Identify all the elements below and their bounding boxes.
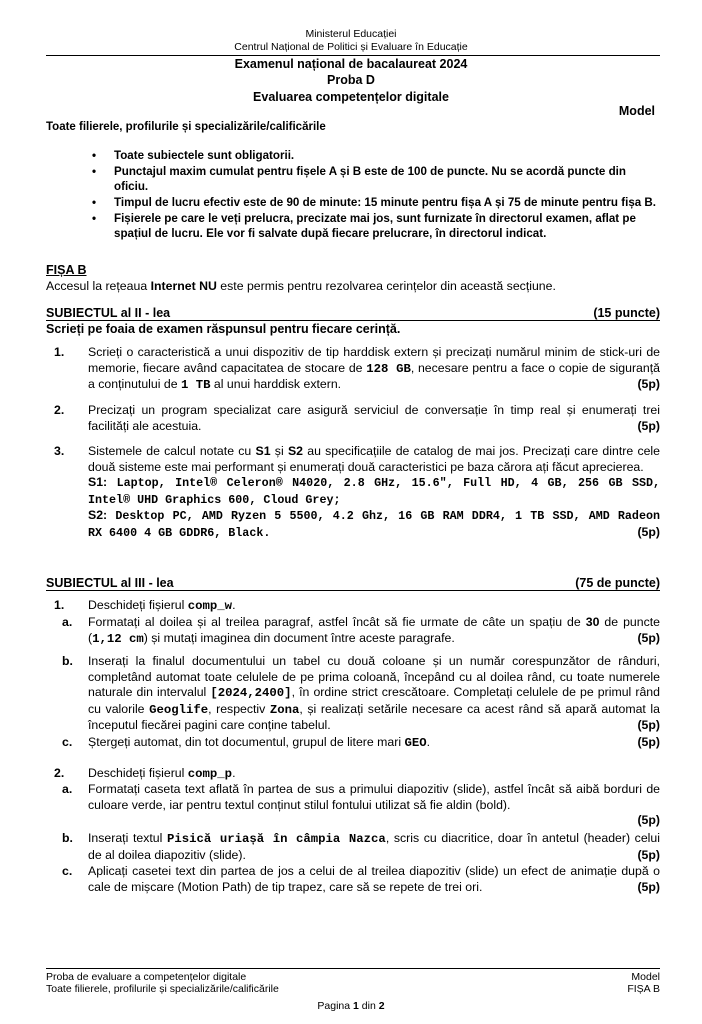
footer-left-2: Toate filierele, profilurile și specializările/calificările <box>46 983 279 995</box>
s2-question-3: 3. Sistemele de calcul notate cu S1 și S2 au specificațiile de catalog de mai jos. Precizați care dintre cele două sisteme este mai performant și enumerați două caracteristici pe baza cărora ați făcut aprecierea. S1: Laptop, Intel® Celeron® N4020, 2.8 GHz, 15.6", Full HD, 4 GB, 256 GB SSD, Intel® UHD Graphics 600, Cloud Grey; S2: Desktop PC, AMD Ryzen 5 5500, 4.2 Ghz, 16 GB RAM DDR4, 1 TB SSD, AMD Radeon RX 6400 4 GB GDDR6, Black. (5p) <box>54 444 660 540</box>
section-2-title: SUBIECTUL al II - lea <box>46 306 171 320</box>
center-line: Centrul Național de Politici și Evaluare în Educație <box>234 41 468 53</box>
s3-q2-a: a. Formatați caseta text aflată în partea de sus a primului diapozitiv (slide), astfel încât să aibă borduri de culoare verde, iar pentru textul conținut stilul fontului utilizat să fie aldin (bold). (5p) <box>62 782 660 827</box>
exam-title: Examenul național de bacalaureat 2024 <box>234 57 468 71</box>
points-badge: (5p) <box>637 418 660 433</box>
s3-q1-a: a. Formatați al doilea și al treilea paragraf, astfel încât să fie urmate de câte un spațiu de 30 de puncte (1,12 cm) și mutați imaginea din document între aceste paragrafe. (5p) <box>62 615 661 646</box>
header-divider <box>46 55 660 56</box>
section-3-header <box>46 576 660 591</box>
subject-title: Evaluarea competențelor digitale <box>253 90 449 104</box>
spec-s1: S1: Laptop, Intel® Celeron® N4020, 2.8 GHz, 15.6", Full HD, 4 GB, 256 GB SSD, Intel® UHD Graphics 600, Cloud Grey; <box>88 475 660 507</box>
points-badge: (5p) <box>637 630 660 645</box>
instruction-item: • Fișierele pe care le veți prelucra, precizate mai jos, sunt furnizate în directorul examen, aflat pe spațiul de lucru. Ele vor fi salvate după fiecare prelucrare, în directorul indicat. <box>90 211 662 241</box>
section-3-points: (75 de puncte) <box>575 576 660 590</box>
fisa-note: Accesul la rețeaua Internet NU este permis pentru rezolvarea cerințelor din această secțiune. <box>46 279 556 293</box>
points-badge: (5p) <box>637 847 660 862</box>
footer-divider <box>46 968 660 969</box>
model-label: Model <box>618 104 655 118</box>
footer-right-2: FIȘA B <box>627 983 660 995</box>
points-badge: (5p) <box>637 879 660 894</box>
instruction-item: • Toate subiectele sunt obligatorii. <box>90 148 662 163</box>
proba-title: Proba D <box>327 73 375 87</box>
instructions-list <box>90 148 662 242</box>
points-badge: (5p) <box>637 524 660 539</box>
points-badge: (5p) <box>637 718 660 732</box>
footer-right-1: Model <box>631 971 660 983</box>
footer-left-1: Proba de evaluare a competențelor digitale <box>46 971 247 983</box>
ministry-line: Ministerul Educației <box>305 28 397 40</box>
s3-q1-b: b. Inserați la finalul documentului un tabel cu două coloane și un număr corespunzător de rânduri, completând automat toate celulele de pe prima coloană, începând cu al doilea rând, cu toate numerele naturale din intervalul [2024,2400], în ordine strict crescătoare. Completați celulele de pe primul rând cu valorile Geoglife, respectiv Zona, și realizați setările necesare ca acest rând să apară automat la începutul fiecărei pagini care conține tabelul. (5p) <box>62 654 660 732</box>
points-badge: (5p) <box>637 377 660 391</box>
section-2-instruction: Scrieți pe foaia de examen răspunsul pentru fiecare cerință. <box>46 322 401 336</box>
points-badge: (5p) <box>637 813 660 827</box>
s2-question-2: 2. Precizați un program specializat care asigură serviciul de conversație în timp real și enumerați trei facilități ale acestuia. (5p) <box>54 403 660 433</box>
s2-question-1: 1. Scrieți o caracteristică a unui dispozitiv de tip harddisk extern și precizați numărul minim de stick-uri de memorie, fiecare având capacitatea de stocare de 128 GB, necesare pentru a face o copie de siguranță a conținutului de 1 TB al unui harddisk extern. (5p) <box>54 345 660 392</box>
fisa-title: FIȘA B <box>46 263 87 277</box>
section-3-title: SUBIECTUL al III - lea <box>46 576 174 590</box>
s3-q2-b: b. Inserați textul Pisică uriașă în câmpia Nazca, scris cu diacritice, doar în antetul (header) celui de al doilea diapozitiv (slide). (5p) <box>62 831 660 862</box>
instruction-item: • Punctajul maxim cumulat pentru fișele A și B este de 100 de puncte. Nu se acordă puncte din oficiu. <box>90 164 662 194</box>
section-2-points: (15 puncte) <box>593 306 660 320</box>
s3-question-2: 2. Deschideți fișierul comp_p. <box>54 766 236 781</box>
spec-s2: S2: Desktop PC, AMD Ryzen 5 5500, 4.2 Ghz, 16 GB RAM DDR4, 1 TB SSD, AMD Radeon RX 6400 4 GB GDDR6, Black. (5p) <box>88 508 660 540</box>
audience-line: Toate filierele, profilurile și specializările/calificările <box>46 121 326 133</box>
s3-q1-c: c. Ștergeți automat, din tot documentul, grupul de litere mari GEO. (5p) <box>62 735 660 750</box>
s3-q2-c: c. Aplicați casetei text din partea de jos a celui de al treilea diapozitiv (slide) un efect de animație după o cale de mișcare (Motion Path) de tip trapez, care să se repete de trei ori. (5p) <box>62 864 660 894</box>
instruction-item: • Timpul de lucru efectiv este de 90 de minute: 15 minute pentru fișa A și 75 de minute pentru fișa B. <box>90 195 662 210</box>
section-2-header <box>46 306 660 321</box>
page-number: Pagina 1 din 2 <box>317 1000 385 1012</box>
s3-question-1: 1. Deschideți fișierul comp_w. <box>54 598 236 613</box>
points-badge: (5p) <box>637 735 660 749</box>
